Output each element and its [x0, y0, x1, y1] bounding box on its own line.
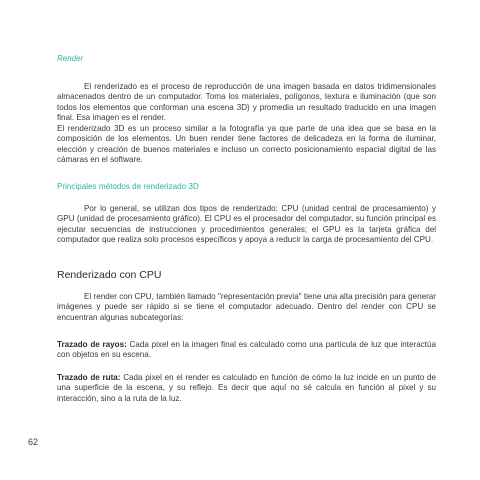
paragraph-text: El renderizado es el proceso de reproducción de una imagen basada en datos tridimensionales almacenados dentro de un computador. Toma los materiales, polígonos, textura e iluminación (que son todos los elementos que conforman una escena 3D) y promedia un resultado traducido en una imagen final. Esa imagen es el render. [57, 82, 436, 123]
heading-cpu: Renderizado con CPU [57, 269, 162, 281]
section-title: Render [57, 54, 84, 63]
item-text: Cada pixel en el render es calculado en función de cómo la luz incide en un punto de una superficie de la escena, y su reflejo. Es decir que aquí no sé calcula en función al pixel y su interacción, sino a la ruta de la luz. [57, 373, 436, 403]
paragraph-text: El render con CPU, también llamado "representación previa" tiene una alta precisión para generar imágenes y puede ser rápido si se tiene el computador adecuado. Dentro del render con CPU se encuentran algunas subcategorías: [57, 292, 436, 322]
item-term: Trazado de rayos: [57, 340, 127, 349]
paragraph-text: El renderizado 3D es un proceso similar a la fotografía ya que parte de una idea que se basa en la composición de los elementos. Un buen render tiene factores de delicadeza en la forma de iluminar, elección y creación de buenos materiales e incluso un correcto posicionamiento espacial digital de las cámaras en el software. [57, 124, 436, 165]
item-term: Trazado de ruta: [57, 373, 121, 382]
paragraph-render-definition [57, 82, 436, 124]
subtitle-methods: Principales métodos de renderizado 3D [57, 182, 199, 191]
paragraph-text: Por lo general, se utilizan dos tipos de renderizado: CPU (unidad central de procesamiento) y GPU (unidad de procesamiento gráfico). El CPU es el procesador del computador, su función principal es ejecutar secuencias de instrucciones y procedimientos generales; el GPU es la tarjeta gráfica del computador que realiza solo procesos específicos y apoya a reducir la carga de procesamiento del CPU. [57, 204, 436, 245]
paragraph-cpu-gpu [57, 204, 436, 246]
item-ray-tracing [57, 340, 436, 361]
page-number: 62 [28, 437, 39, 447]
item-path-tracing [57, 373, 436, 404]
item-text: Cada pixel en la imagen final es calculado como una partícula de luz que interactúa con objetos en su escena. [57, 340, 436, 360]
paragraph-cpu-render [57, 292, 436, 323]
paragraph-render-3d [57, 124, 436, 166]
